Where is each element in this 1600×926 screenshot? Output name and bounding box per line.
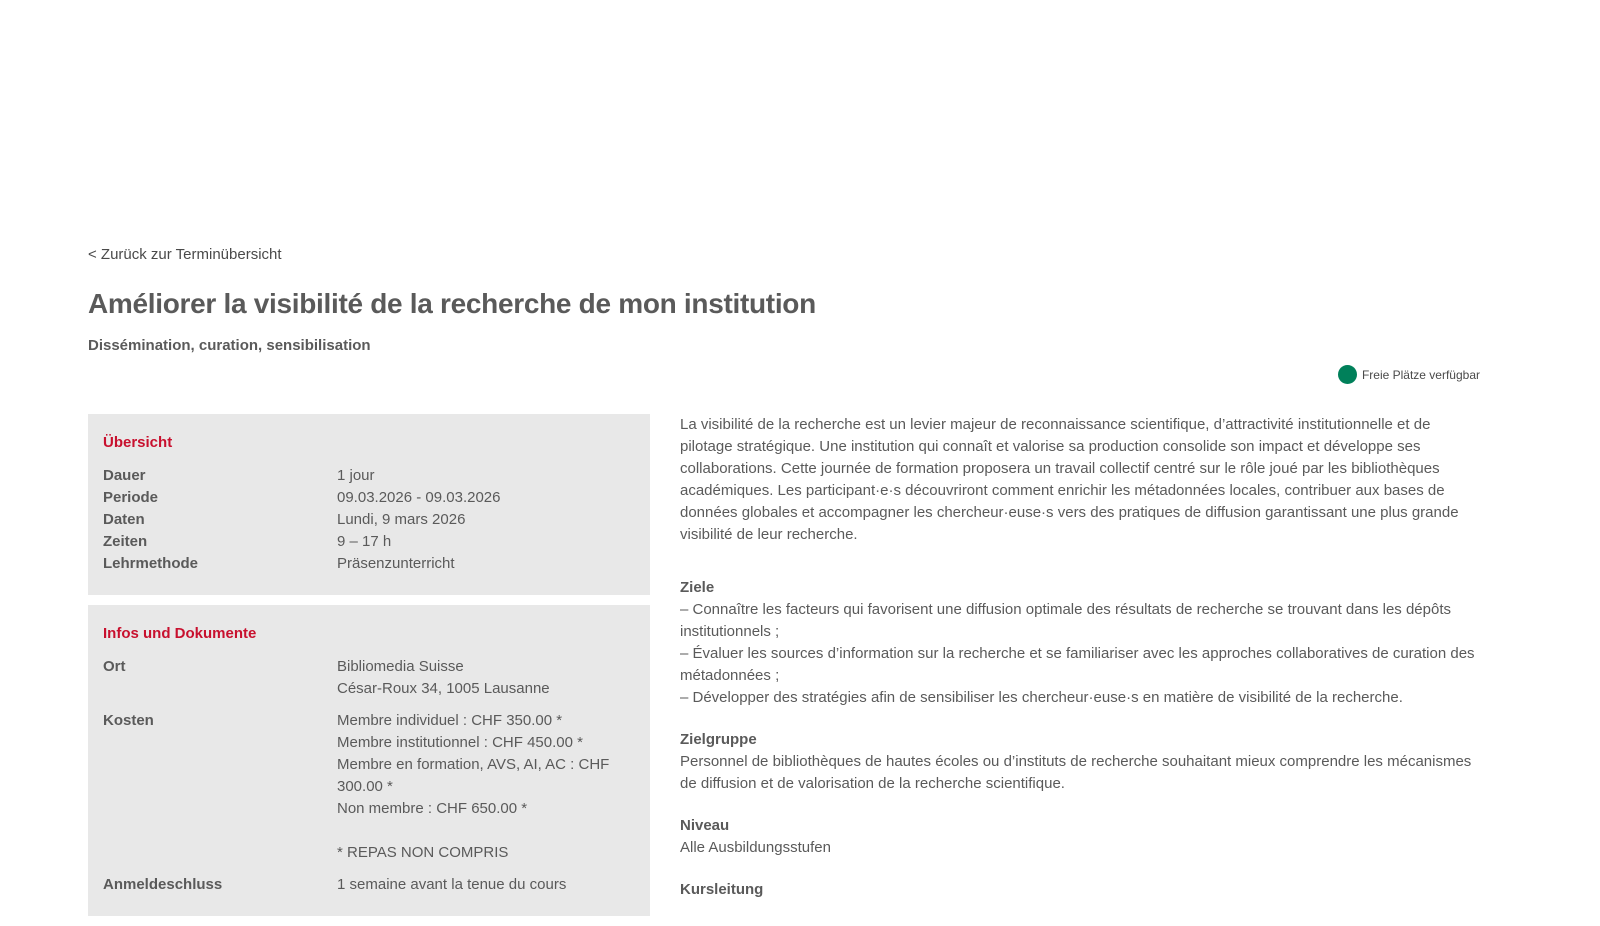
instructors-title: Kursleitung [680, 881, 764, 898]
cost-line: Non membre : CHF 650.00 * [337, 800, 528, 817]
location-name: Bibliomedia Suisse [337, 658, 464, 675]
goals-title: Ziele [680, 579, 715, 596]
row-value: 1 semaine avant la tenue du cours [337, 876, 567, 893]
level-section [680, 815, 1485, 859]
row-value: 09.03.2026 - 09.03.2026 [337, 489, 501, 506]
description-intro: La visibilité de la recherche est un levier majeur de reconnaissance scientifique, d’attractivité institutionnelle et de pilotage stratégique. Une institution qui connaît et valorise sa production consolide son impact et développe ses collaborations. Cette journée de formation proposera un travail collectif centré sur le rôle joué par les bibliothèques académiques. Les participant·e·s découvriront comment enrichir les métadonnées locales, contribuer aux bases de données globales et accompagner les chercheur·euse·s vers des pratiques de diffusion garantissant une plus grande visibilité de leur recherche. [680, 416, 1459, 543]
status-dot-icon [1338, 365, 1357, 384]
row-label: Kosten [103, 712, 154, 729]
overview-row-times [103, 531, 635, 553]
infos-panel [88, 605, 650, 916]
page-subtitle: Dissémination, curation, sensibilisation [88, 337, 371, 354]
row-value: 1 jour [337, 467, 375, 484]
row-label: Zeiten [103, 533, 148, 550]
row-label: Lehrmethode [103, 555, 199, 572]
infos-title: Infos und Dokumente [103, 625, 257, 642]
availability-label: Freie Plätze verfügbar [1361, 367, 1480, 382]
row-label: Anmeldeschluss [103, 876, 223, 893]
target-group-title: Zielgruppe [680, 731, 757, 748]
target-group-text: Personnel de bibliothèques de hautes écoles ou d’instituts de recherche souhaitant mieux comprendre les mécanismes de diffusion et de valorisation de la recherche scientifique. [680, 753, 1472, 792]
overview-row-dates [103, 509, 635, 531]
cost-note: * REPAS NON COMPRIS [337, 844, 509, 861]
infos-row-location [103, 656, 635, 700]
instructors-section [680, 879, 1485, 901]
row-label: Periode [103, 489, 159, 506]
goal-item: – Développer des stratégies afin de sensibiliser les chercheur·euse·s en matière de visibilité de la recherche. [680, 689, 1403, 706]
description-column [680, 414, 1485, 901]
location-address: César-Roux 34, 1005 Lausanne [337, 680, 550, 697]
infos-row-deadline [103, 874, 635, 896]
goal-item: – Évaluer les sources d’information sur la recherche et se familiariser avec les approches collaboratives de curation des métadonnées ; [680, 645, 1475, 684]
cost-line: Membre individuel : CHF 350.00 * [337, 712, 563, 729]
row-label: Dauer [103, 467, 146, 484]
row-value: 9 – 17 h [337, 533, 392, 550]
row-value [337, 656, 635, 700]
info-column [88, 414, 650, 926]
row-value: Präsenzunterricht [337, 555, 455, 572]
overview-title: Übersicht [103, 434, 173, 451]
infos-row-costs [103, 710, 635, 864]
cost-line: Membre en formation, AVS, AI, AC : CHF 300.00 * [337, 756, 610, 795]
overview-row-period [103, 487, 635, 509]
level-text: Alle Ausbildungsstufen [680, 839, 831, 856]
cost-line: Membre institutionnel : CHF 450.00 * [337, 734, 583, 751]
goal-item: – Connaître les facteurs qui favorisent une diffusion optimale des résultats de recherche se trouvant dans les dépôts institutionnels ; [680, 601, 1452, 640]
goals-section [680, 577, 1485, 709]
availability-status [1338, 365, 1480, 384]
level-title: Niveau [680, 817, 730, 834]
row-label: Ort [103, 658, 126, 675]
back-to-overview-link[interactable]: < Zurück zur Terminübersicht [88, 246, 282, 263]
row-value: Lundi, 9 mars 2026 [337, 511, 466, 528]
overview-row-method [103, 553, 635, 575]
overview-row-duration [103, 465, 635, 487]
target-group-section [680, 729, 1485, 795]
row-label: Daten [103, 511, 145, 528]
page-title: Améliorer la visibilité de la recherche de mon institution [88, 288, 816, 319]
overview-panel [88, 414, 650, 595]
row-value [337, 710, 635, 864]
